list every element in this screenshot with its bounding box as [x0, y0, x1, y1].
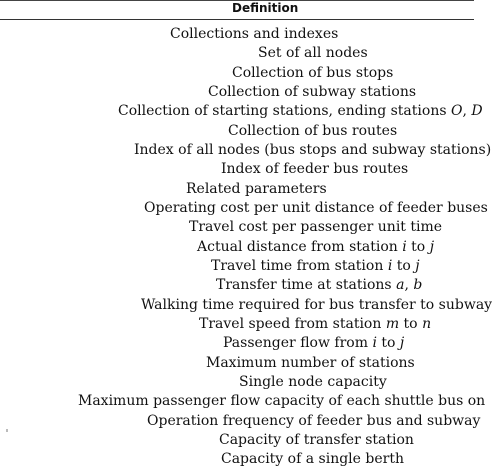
definition-row: Travel speed from station m to n [199, 316, 432, 332]
definition-row: Collection of starting stations, ending stations O, D [118, 103, 483, 119]
definition-row: Collection of bus routes [228, 123, 398, 139]
definition-row: Collection of bus stops [232, 65, 394, 81]
definition-row: Travel cost per passenger unit time [189, 219, 443, 235]
definition-row: Single node capacity [239, 374, 387, 390]
definition-row: Walking time required for bus transfer to subway [141, 297, 492, 313]
definition-row: Collection of subway stations [208, 84, 417, 100]
definition-row: Index of all nodes (bus stops and subway stations) [134, 142, 492, 158]
definition-row: Maximum passenger flow capacity of each shuttle bus on [78, 393, 486, 409]
definition-row: Operation frequency of feeder bus and subway [147, 413, 481, 429]
definition-column-header: Definition [232, 1, 299, 15]
definition-row: Collections and indexes [170, 26, 339, 42]
definition-row: Related parameters [186, 181, 327, 197]
definition-row: Capacity of a single berth [221, 451, 404, 467]
definition-row: Capacity of transfer station [219, 432, 414, 448]
definition-row: Operating cost per unit distance of feeder buses [144, 200, 488, 216]
definition-row: Set of all nodes [258, 45, 368, 61]
definition-row: Passenger flow from i to j [223, 335, 405, 351]
definition-row: Transfer time at stations a, b [216, 277, 423, 293]
definition-row: Maximum number of stations [206, 355, 415, 371]
definition-row: Actual distance from station i to j [197, 239, 435, 255]
scan-speck [6, 429, 8, 432]
definition-row: Travel time from station i to j [211, 258, 420, 274]
definition-row: Index of feeder bus routes [221, 161, 409, 177]
header-rule [0, 19, 474, 20]
table-header [0, 0, 474, 20]
